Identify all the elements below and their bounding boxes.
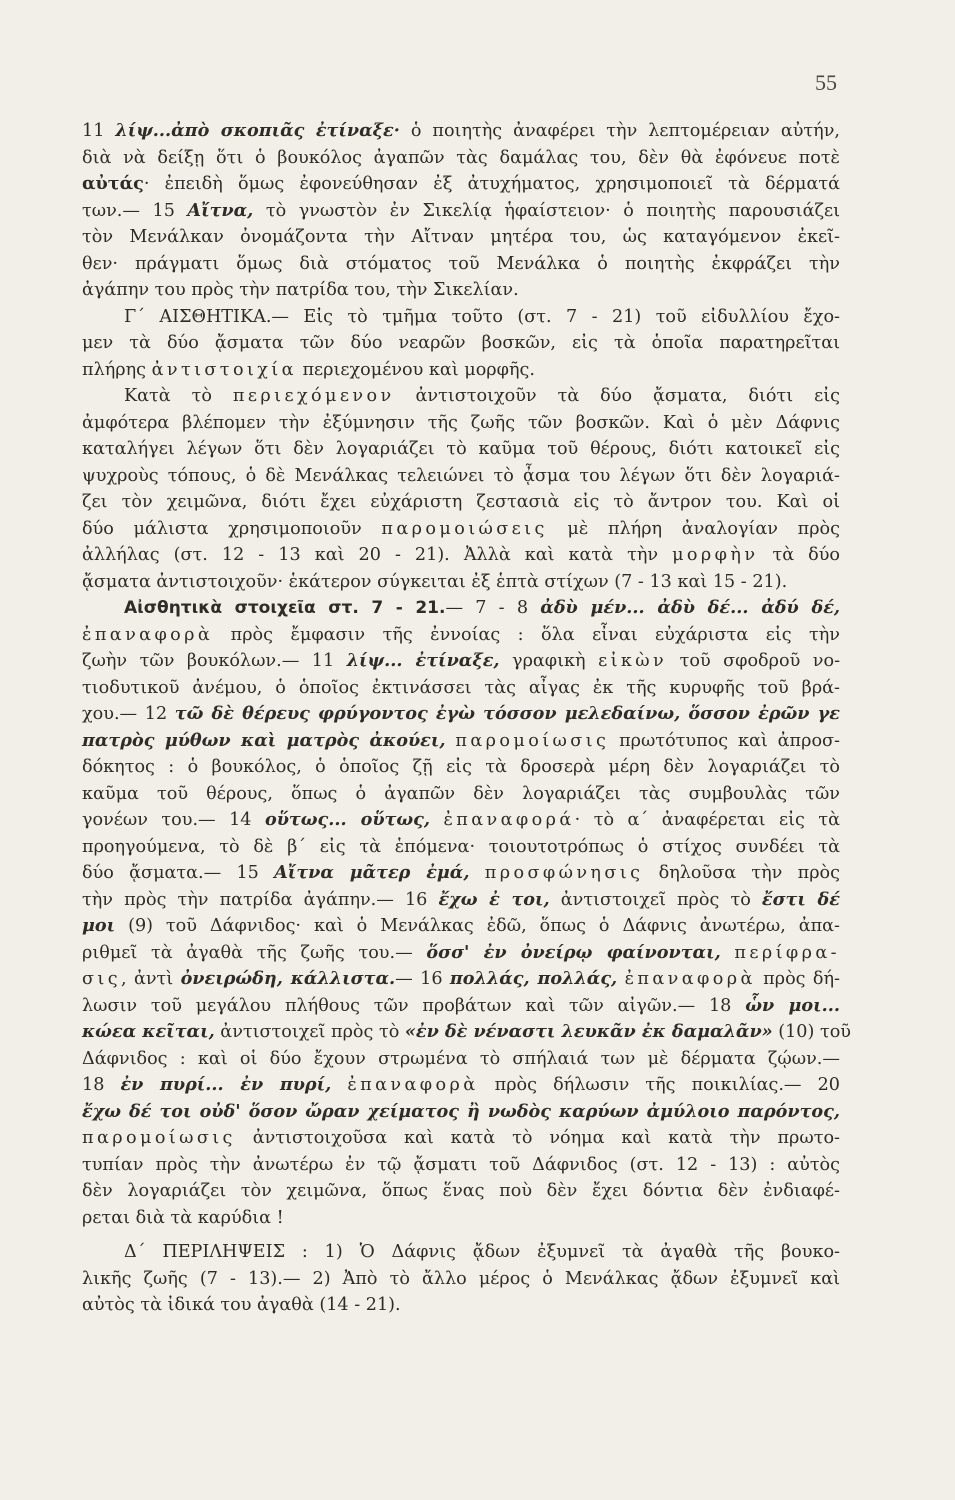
text-line: 11 λίψ...ἀπὸ σκοπιᾶς ἐτίναξε· ὁ ποιητὴς ἀναφέρει τὴν λεπτομέρειαν αὐτήν, [82,120,840,141]
text-line: δὲν λογαριάζει τὸν χειμῶνα, ὅπως ἕνας ποὺ δὲν ἔχει δόντια δὲν ἐνδιαφέ- [82,1181,840,1201]
text-line: καταλήγει λέγων ὅτι δὲν λογαριάζει τὸ καῦμα τοῦ θέρους, διότι κατοικεῖ εἰς [82,439,840,459]
section-subheading: Αἰσθητικὰ στοιχεῖα στ. 7 - 21. [124,598,446,618]
text-line: αὐτὸς τὰ ἰδικά του ἀγαθὰ (14 - 21). [82,1295,401,1315]
text-line: ἀμφότερα βλέπομεν τὴν ἐξύμνησιν τῆς ζωῆς τῶν βοσκῶν. Καὶ ὁ μὲν Δάφνις [82,412,840,433]
text-line: Γ΄ ΑΙΣΘΗΤΙΚΑ.— Εἰς τὸ τμῆμα τοῦτο (στ. 7 - 21) τοῦ εἰδυλλίου ἔχο- [124,306,840,327]
text-line: γονέων του.— 14 οὕτως... οὕτως, ἐπαναφορά· τὸ α΄ ἀναφέρεται εἰς τὰ [82,809,840,830]
text-line: μοι (9) τοῦ Δάφνιδος· καὶ ὁ Μενάλκας ἐδῶ, ὅπως ὁ Δάφνις ἀνωτέρω, ἀπα- [82,915,840,936]
text-line: καῦμα τοῦ θέρους, ὅπως ὁ ἀγαπῶν δὲν λογαριάζει τὰς συμβουλὰς τῶν [82,783,840,804]
text-line: ἀλλήλας (στ. 12 - 13 καὶ 20 - 21). Ἀλλὰ καὶ κατὰ τὴν μορφὴν τὰ δύο [82,545,840,565]
text-line: τιοδυτικοῦ ἀνέμου, ὁ ὁποῖος ἐκτινάσσει τὰς αἶγας ἐκ τῆς κυρυφῆς τοῦ βρά- [82,677,840,698]
text-line: ζει τὸν χειμῶνα, διότι ἔχει εὐχάριστη ζεστασιὰ εἰς τὸ ἄντρον του. Καὶ οἱ [82,492,840,512]
text-line: ἐπαναφορὰ πρὸς ἔμφασιν τῆς ἐννοίας : ὅλα εἶναι εὐχάριστα εἰς τὴν [82,624,840,645]
aesthetics-section-heading-paragraph [82,304,840,384]
text-line: θεν· πράγματι ὅμως διὰ στόματος τοῦ Μενάλκα ὁ ποιητὴς ἐκφράζει τὴν [82,253,840,274]
text-line: τὴν πρὸς τὴν πατρίδα ἀγάπην.— 16 ἔχω ἐ τοι, ἀντιστοιχεῖ πρὸς τὸ ἔστι δέ [82,888,840,910]
text-line: μεν τὰ δύο ᾄσματα τῶν δύο νεαρῶν βοσκῶν, εἰς τὰ ὁποῖα παρατηρεῖται [82,333,840,353]
text-line: τυπίαν πρὸς τὴν ἀνωτέρω ἐν τῷ ᾄσματι τοῦ Δάφνιδος (στ. 12 - 13) : αὐτὸς [82,1154,840,1175]
aesthetic-elements-paragraph [82,595,851,1231]
paragraph-gap [82,1231,840,1239]
page-body [82,118,851,1319]
text-line: δύο μάλιστα χρησιμοποιοῦν παρομοιώσεις μὲ πλήρη ἀναλογίαν πρὸς [82,518,840,539]
text-line: διὰ νὰ δείξῃ ὅτι ὁ βουκόλος ἀγαπῶν τὰς δαμάλας του, δὲν θὰ ἐφόνευε ποτὲ [82,147,840,168]
text-line: τὸν Μενάλκαν ὀνομάζοντα τὴν Αἴτναν μητέρα του, ὡς καταγόμενον ἐκεῖ- [82,227,840,247]
page-number: 55 [815,70,837,95]
text-line: ψυχροὺς τόπους, ὁ δὲ Μενάλκας τελειώνει τὸ ᾆσμα του λέγων ὅτι δὲν λογαριά- [82,465,840,486]
text-line: χου.— 12 τῶ δὲ θέρευς φρύγοντος ἐγὼ τόσσον μελεδαίνω, ὅσσον ἐρῶν γε [82,703,840,724]
text-line: παρομοίωσις ἀντιστοιχοῦσα καὶ κατὰ τὸ νόημα καὶ κατὰ τὴν πρωτο- [82,1128,840,1148]
text-line: δόκητος : ὁ βουκόλος, ὁ ὁποῖος ζῇ εἰς τὰ δροσερὰ μέρη δὲν λογαριάζει τὸ [82,757,840,777]
text-line: κώεα κεῖται, ἀντιστοιχεῖ πρὸς τὸ «ἐν δὲ νέναστι λευκᾶν ἐκ δαμαλᾶν» (10) τοῦ [82,1021,851,1042]
text-line: πατρὸς μύθων καὶ ματρὸς ἀκούει, παρομοίωσις πρωτότυπος καὶ ἀπροσ- [82,729,841,751]
text-line: αὐτάς· ἐπειδὴ ὅμως ἐφονεύθησαν ἐξ ἀτυχήματος, χρησιμοποιεῖ τὰ δέρματά [82,173,840,194]
summaries-paragraph [82,1239,840,1319]
text-line: ζωὴν τῶν βουκόλων.— 11 λίψ... ἐτίναξε, γραφικὴ εἰκὼν τοῦ σφοδροῦ νο- [82,650,841,671]
text-line: 18 ἐν πυρί... ἐν πυρί, ἐπαναφορὰ πρὸς δήλωσιν τῆς ποικιλίας.— 20 [82,1074,841,1095]
text-line: ᾄσματα ἀντιστοιχοῦν· ἑκάτερον σύγκειται ἐξ ἑπτὰ στίχων (7 - 13 καὶ 15 - 21). [82,571,788,592]
text-line: ρεται διὰ τὰ καρύδια ! [82,1207,284,1228]
text-line: Κατὰ τὸ περιεχόμενον ἀντιστοιχοῦν τὰ δύο ᾄσματα, διότι εἰς [124,386,840,406]
text-line: Δάφνιδος : καὶ οἱ δύο ἔχουν στρωμένα τὸ σπήλαιά των μὲ δέρματα ζῴων.— [82,1048,840,1069]
content-correspondence-paragraph [82,383,840,595]
text-line: ριθμεῖ τὰ ἀγαθὰ τῆς ζωῆς του.— ὅσσ' ἐν ὀνείρῳ φαίνονται, περίφρα- [82,941,841,963]
text-line: ἀγάπην του πρὸς τὴν πατρίδα του, τὴν Σικελίαν. [82,280,519,300]
text-line: λικῆς ζωῆς (7 - 13).— 2) Ἀπὸ τὸ ἄλλο μέρος ὁ Μενάλκας ᾄδων ἐξυμνεῖ καὶ [82,1268,840,1289]
text-line: πλήρης ἀντιστοιχία περιεχομένου καὶ μορφῆς. [82,359,535,380]
text-line: των.— 15 Αἴτνα, τὸ γνωστὸν ἐν Σικελίᾳ ἡφαίστειον· ὁ ποιητὴς παρουσιάζει [82,199,840,221]
commentary-paragraph-1 [82,118,840,304]
text-line: σις, ἀντὶ ὀνειρώδη, κάλλιστα.— 16 πολλάς, πολλάς, ἐπαναφορὰ πρὸς δή- [82,968,840,989]
text-line: Δ΄ ΠΕΡΙΛΗΨΕΙΣ : 1) Ὁ Δάφνις ᾄδων ἐξυμνεῖ τὰ ἀγαθὰ τῆς βουκο- [124,1242,840,1262]
text-line: Αἰσθητικὰ στοιχεῖα στ. 7 - 21.— 7 - 8 ἀδὺ μέν... ἀδὺ δέ... ἀδύ δέ, [124,597,841,618]
text-line: προηγούμενα, τὸ δὲ β΄ εἰς τὰ ἑπόμενα· τοιουτοτρόπως ὁ στίχος συνδέει τὰ [82,836,840,857]
text-line: λωσιν τοῦ μεγάλου πλήθους τῶν προβάτων καὶ τῶν αἰγῶν.— 18 ὧν μοι... [82,994,840,1016]
text-line: ἔχω δέ τοι οὐδ' ὅσον ὤραν χείματος ἢ νωδὸς καρύων ἀμύλοιο παρόντος, [82,1100,840,1122]
text-line: δύο ᾄσματα.— 15 Αἴτνα μᾶτερ ἐμά, προσφώνησις δηλοῦσα τὴν πρὸς [82,862,840,883]
